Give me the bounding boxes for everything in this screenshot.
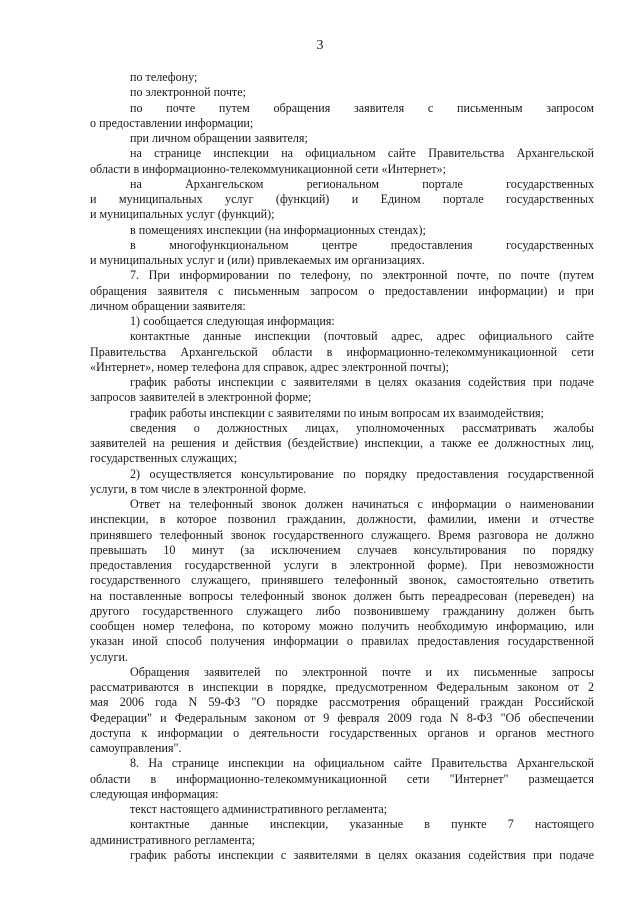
text-line: сообщен номер телефона, по которому можно получить необходимую информацию, или xyxy=(90,619,594,633)
text-line: и муниципальных услуг (функций) и Едином портале государственных xyxy=(90,192,594,206)
text-line: следующая информация: xyxy=(90,786,219,801)
text-line: и муниципальных услуг (функций); xyxy=(90,207,275,222)
document-body xyxy=(90,70,594,863)
text-line: области в информационно-телекоммуникационной сети «Интернет»; xyxy=(90,161,446,176)
text-line: административного регламента; xyxy=(90,832,256,847)
text-line: о предоставлении информации; xyxy=(90,115,254,130)
text-line: и муниципальных услуг и (или) привлекаемых им организациях. xyxy=(90,253,425,267)
text-line: график работы инспекции с заявителями в целях оказания содействия при подаче xyxy=(130,847,594,862)
text-line: доступа к информации о деятельности государственных органов и органов местного xyxy=(90,725,594,740)
text-line: 1) сообщается следующая информация: xyxy=(130,314,335,328)
text-line: по почте путем обращения заявителя с письменным запросом xyxy=(130,100,594,115)
text-line: 2) осуществляется консультирование по порядку предоставления государственной xyxy=(130,466,594,481)
text-line: государственного служащего, принявшего телефонный звонок, самостоятельно ответить xyxy=(90,573,594,588)
text-line: заявителей на решения и действия (бездействие) инспекции, а также ее должностных лиц, xyxy=(90,436,594,450)
text-line: «Интернет», номер телефона для справок, адрес электронной почты); xyxy=(90,359,449,374)
text-line: другого государственного служащего либо позвонившему гражданину должен быть xyxy=(90,603,594,618)
text-line: по телефону; xyxy=(130,70,198,84)
text-line: услуги. xyxy=(90,649,128,664)
text-line: обращения заявителя с письменным запросом о предоставлении информации) и при xyxy=(90,283,594,298)
text-line: по электронной почте; xyxy=(130,85,246,100)
text-line: контактные данные инспекции, указанные в пункте 7 настоящего xyxy=(130,817,594,832)
text-line: график работы инспекции с заявителями по иным вопросам их взаимодействия; xyxy=(130,405,544,420)
text-line: в помещениях инспекции (на информационных стендах); xyxy=(130,222,426,237)
page-number: 3 xyxy=(316,38,324,53)
text-line: личном обращении заявителя: xyxy=(90,298,246,313)
text-line: инспекции, в которое позвонил гражданин, должности, фамилии, имени и отчестве xyxy=(90,512,594,527)
text-line: на странице инспекции на официальном сайте Правительства Архангельской xyxy=(130,146,594,161)
text-line: график работы инспекции с заявителями в целях оказания содействия при подаче xyxy=(130,375,594,389)
text-line: Обращения заявителей по электронной почте и их письменные запросы xyxy=(130,664,594,679)
text-line: услуги, в том числе в электронной форме. xyxy=(90,481,307,496)
text-line: на Архангельском региональном портале государственных xyxy=(130,176,594,191)
text-line: при личном обращении заявителя; xyxy=(130,131,308,145)
text-line: рассматриваются в инспекции в порядке, предусмотренном Федеральным законом от 2 xyxy=(90,680,594,694)
text-line: предоставления государственной услуги в электронной форме). При невозможности xyxy=(90,558,594,572)
text-line: сведения о должностных лицах, уполномоченных рассматривать жалобы xyxy=(130,420,594,435)
text-line: Федерации" и Федеральным законом от 9 февраля 2009 года N 8-ФЗ "Об обеспечении xyxy=(90,710,594,725)
text-line: на поставленные вопросы телефонный звонок должен быть переадресован (переведен) на xyxy=(90,588,594,603)
text-line: контактные данные инспекции (почтовый адрес, адрес официального сайте xyxy=(130,329,594,344)
text-line: 7. При информировании по телефону, по электронной почте, по почте (путем xyxy=(130,268,594,283)
text-line: государственных служащих; xyxy=(90,451,238,466)
text-line: 8. На странице инспекции на официальном сайте Правительства Архангельской xyxy=(130,756,594,771)
text-line: текст настоящего административного регламента; xyxy=(130,802,388,816)
text-line: превышать 10 минут (за исключением случаев консультирования по порядку xyxy=(90,542,594,557)
text-line: области в информационно-телекоммуникационной сети "Интернет" размещается xyxy=(90,771,594,786)
text-line: Правительства Архангельской области в информационно-телекоммуникационной сети xyxy=(90,344,594,359)
text-line: указан иной способ получения информации о правилах предоставления государственной xyxy=(90,634,594,649)
text-line: мая 2006 года N 59-ФЗ "О порядке рассмотрения обращений граждан Российской xyxy=(90,695,594,710)
text-line: самоуправления". xyxy=(90,741,182,755)
text-line: запросов заявителей в электронной форме; xyxy=(90,390,312,405)
text-line: в многофункциональном центре предоставления государственных xyxy=(130,237,594,252)
text-line: принявшего телефонный звонок государственного служащего. Время разговора не должно xyxy=(90,527,594,542)
text-line: Ответ на телефонный звонок должен начинаться с информации о наименовании xyxy=(130,497,594,511)
